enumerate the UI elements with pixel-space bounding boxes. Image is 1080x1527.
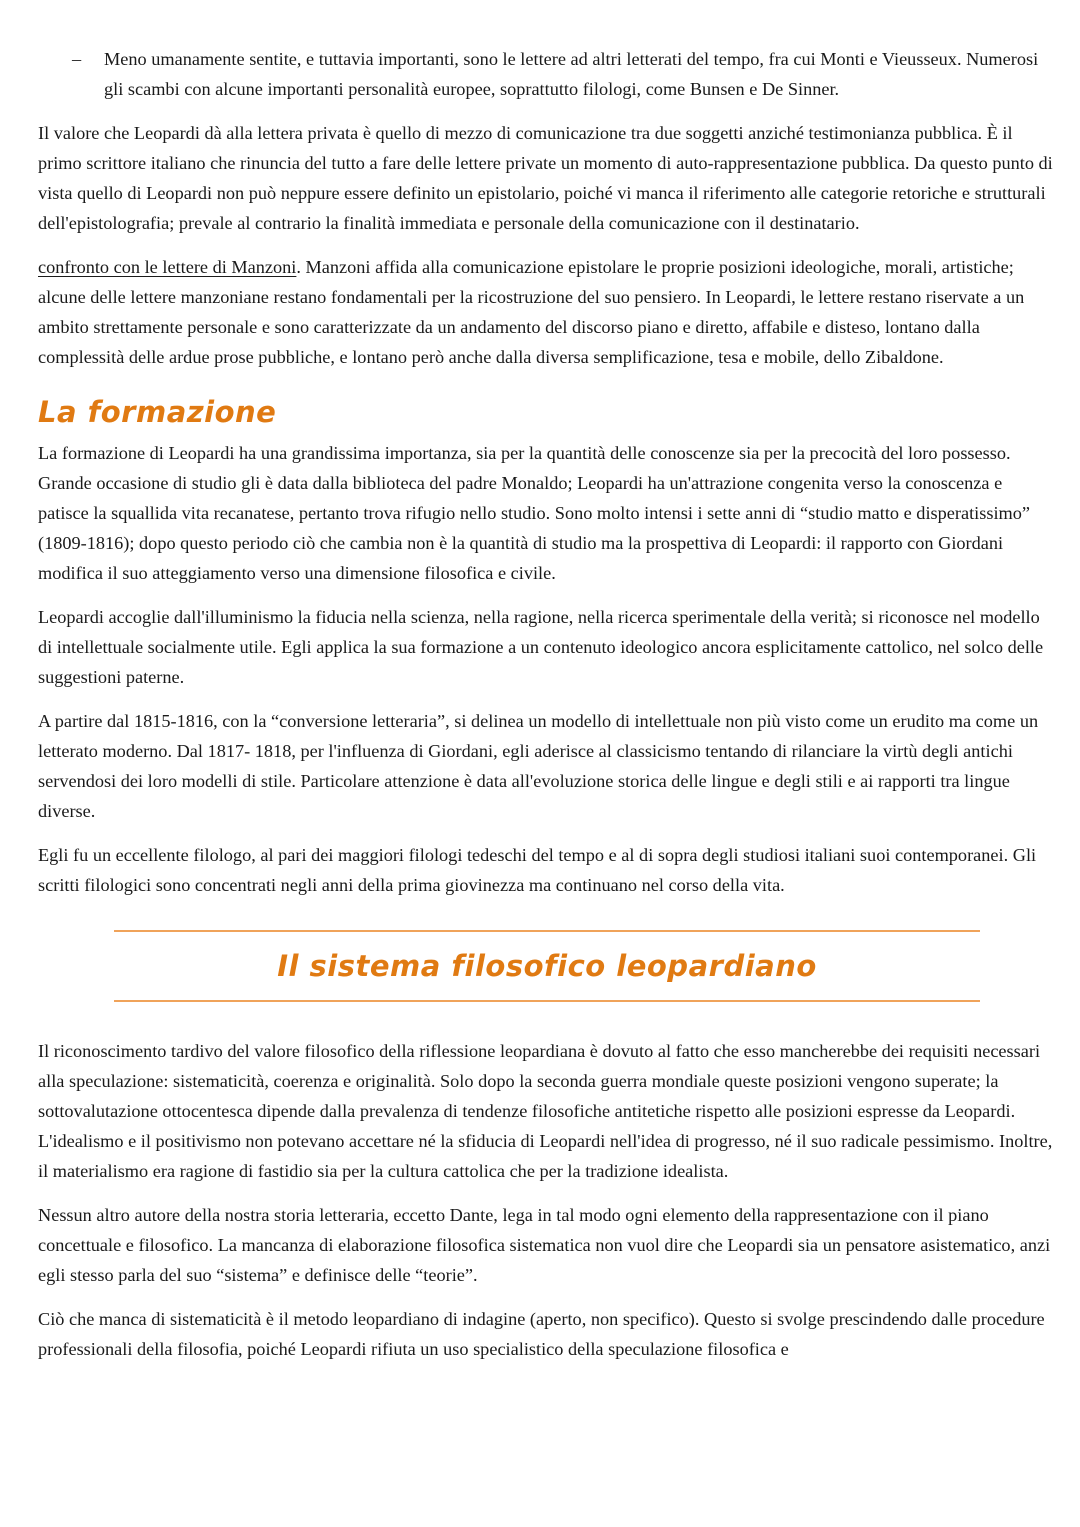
paragraph-formazione-3: A partire dal 1815-1816, con la “conversione letteraria”, si delinea un modello di intellettuale non più visto come un erudito ma come un letterato moderno. Dal 1817- 1818, per l'influenza di Giordani, egli aderisce al classicismo tentando di rilanciare la virtù degli antichi servendosi dei loro modelli di stile. Particolare attenzione è data all'evoluzione storica delle lingue e degli stili e ai rapporti tra lingue diverse.: [38, 711, 1039, 821]
divider-bottom: [114, 1000, 980, 1002]
paragraph-manzoni-comparison: [38, 252, 1056, 372]
bullet-item: [38, 44, 1056, 104]
paragraph-sistema-1: Il riconoscimento tardivo del valore filosofico della riflessione leopardiana è dovuto al fatto che esso mancherebbe dei requisiti necessari alla speculazione: sistematicità, coerenza e originalità. Solo dopo la seconda guerra mondiale queste posizioni vengono superate; la sottovalutazione ottocentesca dipende dalla prevalenza di tendenze filosofiche antitetiche rispetto alle posizioni espresse da Leopardi. L'idealismo e il positivismo non potevano accettare né la sfiducia di Leopardi nell'idea di progresso, né il suo radicale pessimismo. Inoltre, il materialismo era ragione di fastidio sia per la cultura cattolica che per la tradizione idealista.: [38, 1041, 1053, 1181]
paragraph-letters-value: Il valore che Leopardi dà alla lettera privata è quello di mezzo di comunicazione tra due soggetti anziché testimonianza pubblica. È il primo scrittore italiano che rinuncia del tutto a fare delle lettere private un momento di auto-rappresentazione pubblica. Da questo punto di vista quello di Leopardi non può neppure essere definito un epistolario, poiché vi manca il riferimento alle categorie retoriche e strutturali dell'epistolografia; prevale al contrario la finalità immediata e personale della comunicazione con il destinatario.: [38, 123, 1053, 233]
bullet-dash: –: [72, 49, 82, 69]
paragraph-formazione-2: Leopardi accoglie dall'illuminismo la fiducia nella scienza, nella ragione, nella ricerca sperimentale della verità; si riconosce nel modello di intellettuale socialmente utile. Egli applica la sua formazione a un contenuto ideologico ancora esplicitamente cattolico, nel solco delle suggestioni paterne.: [38, 607, 1044, 687]
paragraph-formazione-1: La formazione di Leopardi ha una grandissima importanza, sia per la quantità delle conoscenze sia per la precocità del loro possesso. Grande occasione di studio gli è data dalla biblioteca del padre Monaldo; Leopardi ha un'attrazione congenita verso la conoscenza e patisce la squallida vita recanatese, pertanto trova rifugio nello studio. Sono molto intensi i sette anni di “studio matto e disperatissimo” (1809-1816); dopo questo periodo ciò che cambia non è la quantità di studio ma la prospettiva di Leopardi: il rapporto con Giordani modifica il suo atteggiamento verso una dimensione filosofica e civile.: [38, 443, 1031, 583]
section-title-formazione: La formazione: [38, 395, 277, 429]
bullet-text: Meno umanamente sentite, e tuttavia importanti, sono le lettere ad altri letterati del tempo, fra cui Monti e Vieusseux. Numerosi gli scambi con alcune importanti personalità europee, soprattutto filologi, come Bunsen e De Sinner.: [104, 49, 1039, 99]
paragraph-formazione-4: Egli fu un eccellente filologo, al pari dei maggiori filologi tedeschi del tempo e al di sopra degli studiosi italiani suoi contemporanei. Gli scritti filologici sono concentrati negli anni della prima giovinezza ma continuano nel corso della vita.: [38, 845, 1037, 895]
paragraph-sistema-3: Ciò che manca di sistematicità è il metodo leopardiano di indagine (aperto, non specifico). Questo si svolge prescindendo dalle procedure professionali della filosofia, poiché Leopardi rifiuta un uso specialistico della speculazione filosofica e: [38, 1309, 1045, 1359]
divider-top: [114, 930, 980, 932]
paragraph-sistema-2: Nessun altro autore della nostra storia letteraria, eccetto Dante, lega in tal modo ogni elemento della rappresentazione con il piano concettuale e filosofico. La mancanza di elaborazione filosofica sistematica non vuol dire che Leopardi sia un pensatore asistematico, anzi egli stesso parla del suo “sistema” e definisce delle “teorie”.: [38, 1205, 1051, 1285]
section-header-block: [38, 930, 1056, 1002]
underlined-lead: confronto con le lettere di Manzoni: [38, 257, 297, 277]
document-page: [38, 44, 1056, 1378]
paragraph-manzoni-rest: . Manzoni affida alla comunicazione epistolare le proprie posizioni ideologiche, morali, artistiche; alcune delle lettere manzoniane restano fondamentali per la ricostruzione del suo pensiero. In Leopardi, le lettere restano riservate a un ambito strettamente personale e sono caratterizzate da un andamento del discorso piano e diretto, affabile e disteso, lontano dalla complessità delle ardue prose pubbliche, e lontano però anche dalla diversa semplificazione, tesa e mobile, dello Zibaldone.: [38, 257, 1025, 367]
section-title-sistema: Il sistema filosofico leopardiano: [277, 949, 817, 983]
